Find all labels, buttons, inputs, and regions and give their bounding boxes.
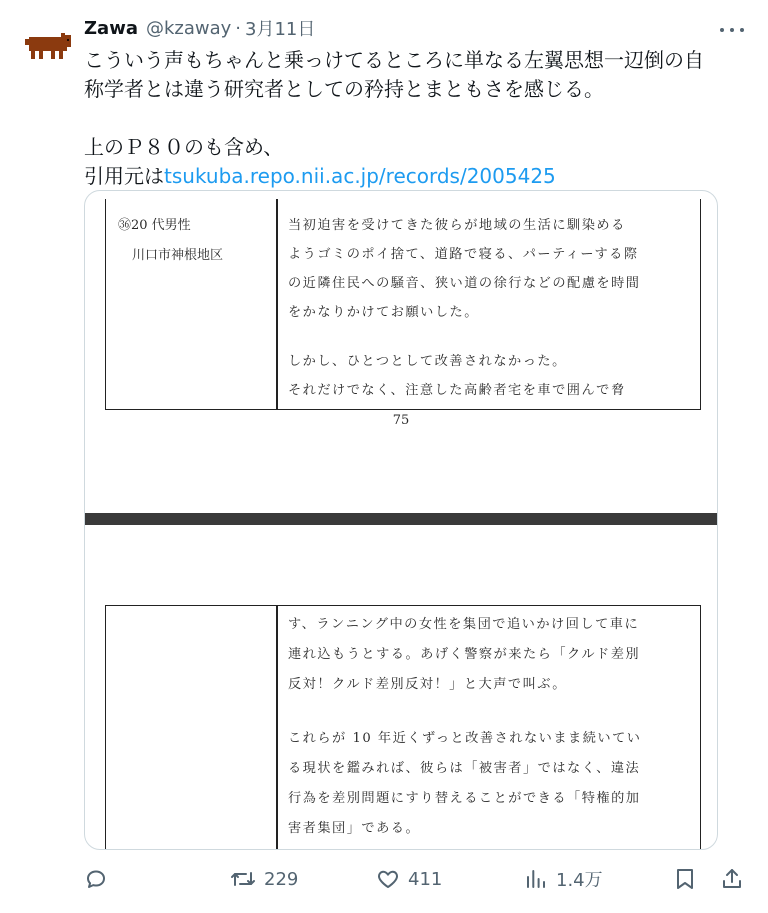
testimony-line: 連れ込もうとする。あげく警察が来たら「クルド差別 [288, 647, 641, 662]
reply-icon [84, 867, 108, 891]
table-divider [276, 199, 278, 409]
like-button[interactable] [376, 862, 442, 896]
testimony-line: す、ランニング中の女性を集団で追いかけ回して車に [288, 617, 640, 632]
tweet-header [84, 14, 748, 42]
author-handle[interactable]: @kzaway [145, 17, 232, 39]
testimony-line: 反対！クルド差別反対！」と大声で叫ぶ。 [288, 677, 567, 692]
action-bar [84, 862, 748, 896]
author-name[interactable]: Zawa [84, 17, 138, 39]
avatar[interactable] [22, 20, 74, 72]
page-separator [85, 513, 717, 525]
heart-icon [376, 867, 400, 891]
tweet-line: 上のＰ８０のも含め、 [84, 135, 284, 159]
separator-dot: · [235, 17, 242, 39]
like-count: 411 [408, 868, 443, 890]
view-count: 1.4万 [556, 870, 603, 891]
source-link[interactable]: tsukuba.repo.nii.ac.jp/records/2005425 [164, 164, 556, 188]
views-button[interactable] [524, 862, 603, 896]
testimony-line: 害者集団」である。 [288, 821, 421, 836]
cite-prefix: 引用元は [84, 164, 164, 188]
testimony-line: 当初迫害を受けてきた彼らが地域の生活に馴染める [288, 218, 626, 233]
testimony-line-blank [288, 700, 692, 724]
testimony-cell [288, 211, 692, 405]
tweet-line: こういう声もちゃんと乗っけてるところに単なる左翼思想一辺倒の自 [84, 48, 704, 72]
testimony-line: 行為を差別問題にすり替えることができる「特権的加 [288, 791, 641, 806]
table-divider [276, 606, 278, 850]
testimony-line: これらが 10 年近くずっと改善されないまま続いてい [288, 731, 642, 746]
page-number: 75 [392, 413, 410, 428]
testimony-line: をかなりかけてお願いした。 [288, 305, 479, 320]
respondent-cell [118, 211, 223, 271]
more-options-button[interactable] [720, 20, 744, 40]
share-icon [720, 867, 744, 891]
retweet-icon [230, 867, 256, 891]
retweet-count: 229 [264, 868, 299, 890]
upper-table [105, 199, 701, 410]
tweet-date[interactable]: 3月11日 [245, 19, 316, 40]
testimony-line: の近隣住民への騒音、狭い道の徐行などの配慮を時間 [288, 276, 641, 291]
respondent-label: ㊱20 代男性 [118, 218, 191, 233]
retweet-button[interactable] [230, 862, 298, 896]
bookmark-icon [674, 867, 696, 891]
testimony-line: る現状を鑑みれば、彼らは「被害者」ではなく、違法 [288, 761, 641, 776]
tweet-text [84, 46, 748, 191]
bookmark-button[interactable] [674, 862, 696, 896]
respondent-location: 川口市神根地区 [132, 248, 224, 263]
tweet-line: 称学者とは違う研究者としての矜持とまともさを感じる。 [84, 77, 604, 101]
lower-table [105, 605, 701, 850]
testimony-line: しかし、ひとつとして改善されなかった。 [288, 354, 567, 369]
reply-button[interactable] [84, 862, 108, 896]
testimony-line: それだけでなく、注意した高齢者宅を車で囲んで脅 [288, 383, 626, 398]
testimony-cell [288, 610, 692, 844]
pixel-animal-icon [25, 31, 71, 61]
share-button[interactable] [720, 862, 744, 896]
more-dot-icon [740, 28, 744, 32]
more-dot-icon [720, 28, 724, 32]
testimony-line-blank [288, 327, 692, 347]
bar-chart-icon [524, 867, 548, 891]
more-dot-icon [730, 28, 734, 32]
tweet-line-blank [84, 104, 748, 133]
testimony-line: ようゴミのポイ捨て、道路で寝る、パーティーする際 [288, 247, 639, 262]
tweet-citation-line [84, 162, 748, 191]
attached-image[interactable] [84, 190, 718, 850]
